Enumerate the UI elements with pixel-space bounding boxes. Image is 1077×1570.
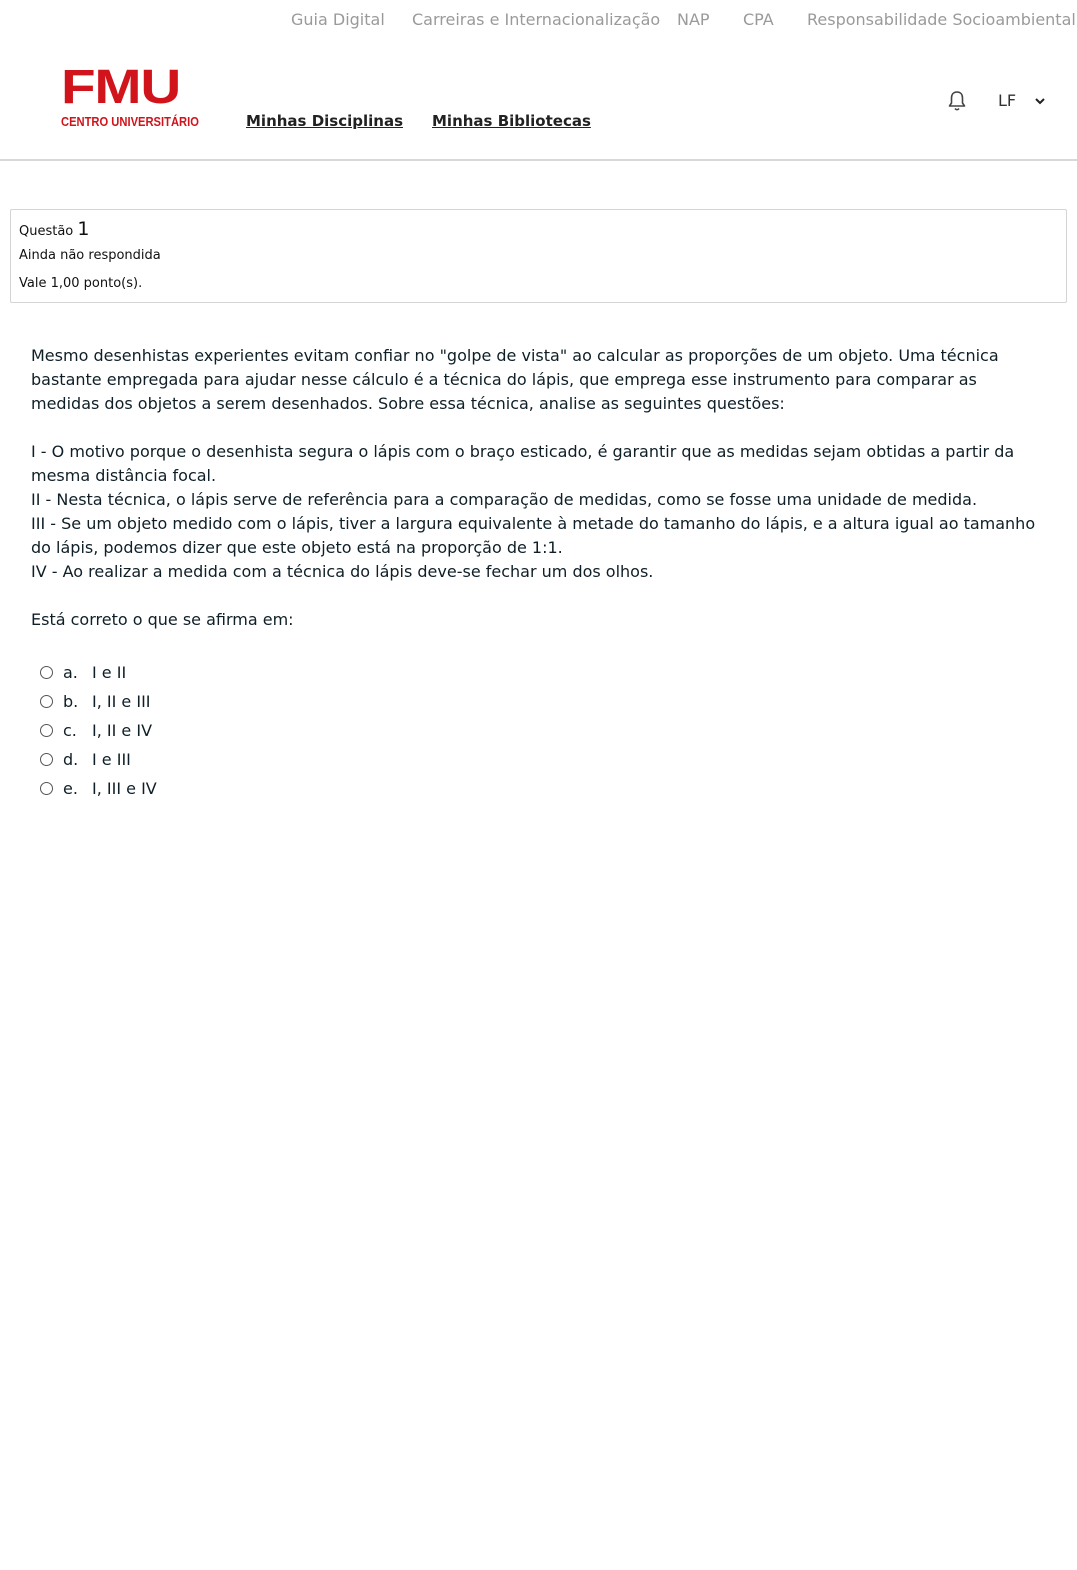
- option-letter: d.: [63, 750, 79, 769]
- option-letter: a.: [63, 663, 78, 682]
- option-text[interactable]: I e III: [92, 750, 131, 769]
- nav-link-nap[interactable]: NAP: [677, 10, 710, 29]
- radio-button[interactable]: [40, 666, 53, 679]
- question-status: Ainda não respondida: [19, 248, 161, 263]
- nav-link-guia-digital[interactable]: Guia Digital: [291, 10, 385, 29]
- option-text[interactable]: I, II e III: [92, 692, 151, 711]
- logo-subtitle: CENTRO UNIVERSITÁRIO: [61, 114, 199, 129]
- option-text[interactable]: I, III e IV: [92, 779, 157, 798]
- statement-2: II - Nesta técnica, o lápis serve de referência para a comparação de medidas, como se fosse uma unidade de medida.: [31, 490, 978, 509]
- radio-button[interactable]: [40, 695, 53, 708]
- user-menu-initials[interactable]: LF: [998, 91, 1017, 110]
- chevron-down-icon[interactable]: [1034, 96, 1046, 106]
- question-intro: Mesmo desenhistas experientes evitam confiar no "golpe de vista" ao calcular as proporções de um objeto. Uma técnica bastante empregada para ajudar nesse cálculo é a técnica do lápis, que emprega esse instrumento para comparar as medidas dos objetos a serem desenhados. Sobre essa técnica, analise as seguintes questões:: [31, 346, 999, 413]
- bell-icon[interactable]: [947, 90, 967, 112]
- fmu-logo[interactable]: [61, 61, 199, 130]
- logo-brand: FMU: [61, 61, 181, 114]
- question-label: Questão: [19, 224, 74, 239]
- question-prompt: Está correto o que se afirma em:: [31, 610, 294, 629]
- statement-3: III - Se um objeto medido com o lápis, tiver a largura equivalente à metade do tamanho do lápis, e a altura igual ao tamanho do lápis, podemos dizer que este objeto está na proporção de 1:1.: [31, 514, 1036, 557]
- option-letter: e.: [63, 779, 78, 798]
- nav-link-carreiras[interactable]: Carreiras e Internacionalização: [412, 10, 661, 29]
- option-text[interactable]: I e II: [92, 663, 127, 682]
- question-info-box: [10, 209, 1067, 303]
- statement-1: I - O motivo porque o desenhista segura o lápis com o braço esticado, é garantir que as medidas sejam obtidas a partir da mesma distância focal.: [31, 442, 1015, 485]
- question-number: 1: [77, 218, 90, 240]
- radio-button[interactable]: [40, 782, 53, 795]
- question-grade: Vale 1,00 ponto(s).: [19, 276, 143, 291]
- nav-link-responsabilidade[interactable]: Responsabilidade Socioambiental: [807, 10, 1076, 29]
- question-text: [31, 344, 1041, 632]
- option-letter: c.: [63, 721, 77, 740]
- nav-minhas-bibliotecas[interactable]: Minhas Bibliotecas: [432, 112, 591, 130]
- radio-button[interactable]: [40, 724, 53, 737]
- nav-minhas-disciplinas[interactable]: Minhas Disciplinas: [246, 112, 404, 130]
- nav-link-cpa[interactable]: CPA: [743, 10, 774, 29]
- question-title: [19, 218, 90, 240]
- statement-4: IV - Ao realizar a medida com a técnica do lápis deve-se fechar um dos olhos.: [31, 562, 654, 581]
- option-letter: b.: [63, 692, 79, 711]
- top-utility-nav: [0, 0, 1077, 44]
- radio-button[interactable]: [40, 753, 53, 766]
- option-text[interactable]: I, II e IV: [92, 721, 153, 740]
- site-header: [0, 44, 1077, 161]
